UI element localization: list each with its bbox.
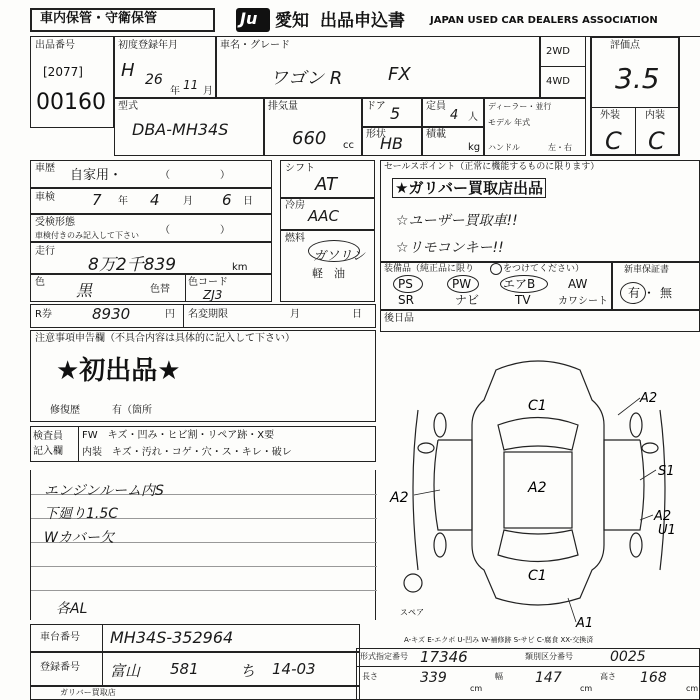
right-side — [660, 410, 665, 570]
category-label: 類別区分番号 — [525, 652, 573, 661]
usage-label: 車歴 — [35, 163, 55, 174]
model-label: 型式 — [118, 101, 138, 112]
accept-paren: （ ） — [160, 225, 230, 236]
recycle-amount: 8930 — [92, 305, 131, 323]
fuel-value: ガソリン — [313, 249, 366, 264]
shape-value: HB — [380, 134, 404, 153]
dmg-a1: A1 — [576, 616, 594, 630]
storage-label: 車内保管・守衛保管 — [40, 11, 158, 26]
drive-4wd: 4WD — [546, 76, 570, 87]
accept-label: 受検形態 — [35, 217, 75, 228]
handle-label: ハンドル — [488, 143, 520, 152]
mileage-value: 8万2千839 — [88, 255, 177, 275]
inspector-label-1: 検査員 — [33, 431, 63, 442]
first-reg-label: 初度登録年月 — [118, 40, 178, 51]
reg-year-unit: 年 — [170, 86, 180, 97]
mileage-unit: km — [232, 262, 248, 273]
equip-pw-circle — [447, 275, 479, 293]
handle-options: 左・右 — [548, 143, 572, 152]
equip-pw: PW — [452, 277, 472, 291]
ptr-s1 — [640, 470, 656, 480]
color-code-label: 色コード — [188, 277, 228, 288]
inspection-month-unit: 月 — [183, 196, 193, 207]
vehicle-name: ワゴン R — [270, 68, 343, 89]
left-mirror — [418, 443, 434, 453]
exterior-label: 外装 — [600, 110, 620, 121]
dmg-c1-top: C1 — [528, 398, 547, 414]
after-sale-label: 後日品 — [384, 313, 414, 324]
chassis-value: MH34S-352964 — [110, 628, 234, 647]
usage-value: 自家用・ — [70, 168, 123, 183]
length-label: 長さ — [362, 672, 378, 681]
width-unit: cm — [580, 684, 593, 693]
plate-class: 581 — [170, 660, 199, 678]
form-title: 出品申込書 — [320, 11, 405, 31]
mileage-label: 走行 — [35, 246, 55, 257]
equip-ps: PS — [398, 277, 413, 291]
recycle-yen: 円 — [165, 309, 175, 320]
dmg-a2-topright: A2 — [640, 391, 658, 406]
org-name: 愛知 — [275, 11, 309, 31]
length-value: 339 — [420, 670, 447, 686]
reg-month-unit: 月 — [203, 86, 213, 97]
left-side — [413, 410, 418, 570]
reg-month: 11 — [183, 78, 199, 92]
selling-point-3: ☆リモコンキー!! — [396, 240, 504, 256]
interior-grade: C — [648, 127, 665, 155]
type-value: 17346 — [420, 648, 468, 666]
equip-tv: TV — [515, 293, 531, 307]
capacity-unit: 人 — [468, 112, 478, 123]
inspection-day-unit: 日 — [243, 196, 253, 207]
color-value: 黒 — [76, 281, 93, 300]
type-label: 形式指定番号 — [360, 652, 408, 661]
width-label: 幅 — [495, 672, 503, 681]
inspector-fw-row: FW キズ・凹み・ヒビ割・リペア跡・X要 — [82, 430, 275, 441]
grade-score: 3.5 — [615, 62, 660, 95]
inspection-label: 車検 — [35, 192, 55, 203]
repair-value: 有（箇所 — [112, 405, 152, 416]
usage-paren: （ ） — [160, 170, 230, 181]
ac-value: AAC — [308, 207, 339, 225]
fuel-circle — [308, 240, 360, 262]
equip-sr: SR — [398, 293, 414, 307]
ptr-a2-left — [414, 490, 440, 495]
equip-aw: AW — [568, 277, 588, 291]
right-rear-wheel — [630, 533, 642, 557]
left-doors — [434, 440, 472, 530]
grade-label: 評価点 — [610, 40, 640, 51]
inspection-year: 7 — [92, 191, 102, 209]
inspector-note-1: エンジンルーム内S — [44, 483, 164, 499]
chassis-label: 車台番号 — [40, 632, 80, 643]
shift-label: シフト — [285, 163, 315, 174]
right-mirror — [642, 443, 658, 453]
right-front-wheel — [630, 413, 642, 437]
fuel-alt: 軽 油 — [312, 267, 345, 280]
load-label: 積載 — [426, 129, 446, 140]
selling-points-label: セールスポイント（正常に機能するものに限ります） — [384, 162, 600, 172]
warranty-dot: ・ — [643, 286, 656, 300]
vehicle-grade: FX — [388, 64, 411, 85]
association-name: JAPAN USED CAR DEALERS ASSOCIATION — [430, 15, 658, 26]
vehicle-name-label: 車名・グレード — [220, 40, 290, 51]
ptr-a2-topright — [618, 398, 640, 415]
windshield — [498, 418, 578, 451]
equip-ps-circle — [393, 275, 423, 293]
name-change-label: 名変期限 — [188, 309, 228, 320]
recycle-label: R券 — [35, 309, 52, 320]
inspection-year-unit: 年 — [118, 196, 128, 207]
height-label: 高さ — [600, 672, 616, 681]
length-unit: cm — [470, 684, 483, 693]
warranty-label: 新車保証書 — [624, 265, 670, 275]
accept-note: 車検付きのみ記入して下さい — [35, 231, 139, 240]
color-code: ZJ3 — [203, 288, 223, 302]
plate-label: 登録番号 — [40, 662, 80, 673]
shape-label: 形状 — [366, 129, 386, 140]
equipment-circle-mark — [490, 263, 502, 275]
lot-label: 出品番号 — [35, 40, 75, 51]
shift-value: AT — [315, 174, 337, 195]
after-sale-box — [380, 310, 700, 332]
name-change-month: 月 — [290, 309, 300, 320]
inspection-day: 6 — [222, 191, 232, 209]
height-value: 168 — [640, 670, 667, 686]
lot-number: 00160 — [36, 90, 106, 115]
warranty-no: 無 — [660, 286, 673, 300]
interior-label: 内装 — [645, 110, 665, 121]
cc-unit: cc — [343, 140, 354, 151]
height-unit: cm — [686, 684, 699, 693]
name-change-day: 日 — [352, 309, 362, 320]
dmg-a2-right: A2 — [654, 509, 672, 524]
equipment-label: 装備品（純正品に限り — [384, 264, 475, 274]
drive-2wd: 2WD — [546, 46, 570, 57]
color-replace-label: 色替 — [150, 284, 170, 295]
displacement-label: 排気量 — [268, 101, 298, 112]
inspector-note-4: 各AL — [56, 601, 88, 617]
lot-bracket: [2077] — [43, 65, 83, 79]
inspector-int-row: 内装 キズ・汚れ・コゲ・穴・ス・キレ・破レ — [82, 447, 292, 458]
reg-era: H — [121, 60, 135, 81]
logo-text: Ju — [240, 9, 258, 28]
plate-kana: ち — [240, 662, 256, 680]
first-listing: ★初出品★ — [56, 356, 181, 386]
category-value: 0025 — [610, 649, 646, 665]
fuel-label: 燃料 — [285, 233, 305, 244]
damage-legend: A-キズ E-エクボ U-凹み W-補修跡 S-サビ C-腐食 XX-交換済 — [404, 636, 594, 644]
plate-region: 富山 — [110, 662, 141, 680]
color-label: 色 — [35, 277, 45, 288]
spare-tire — [404, 574, 422, 592]
footer-shop: ガリバー買取店 — [60, 688, 116, 697]
equip-airbag: エアB — [503, 277, 536, 291]
exterior-grade: C — [605, 127, 622, 155]
plate-number: 14-03 — [272, 660, 316, 678]
displacement-value: 660 — [292, 128, 327, 149]
dmg-s1: S1 — [658, 464, 675, 479]
left-front-wheel — [434, 413, 446, 437]
model-year-label: モデル 年式 — [488, 118, 531, 127]
capacity-value: 4 — [450, 108, 459, 123]
equip-airbag-circle — [500, 275, 548, 293]
dmg-a2-center: A2 — [528, 480, 547, 496]
warranty-yes: 有 — [628, 286, 641, 300]
inspector-note-3: Wカバー欠 — [44, 530, 114, 546]
rear-window — [498, 530, 578, 562]
warranty-circle — [620, 282, 646, 304]
storage-banner — [30, 8, 215, 32]
repair-label: 修復歴 — [50, 405, 80, 416]
selling-point-1: ★ガリバー買取店出品 — [392, 178, 546, 198]
car-diagram — [378, 330, 700, 630]
spare-label: スペア — [400, 608, 424, 617]
kg-unit: kg — [468, 142, 481, 153]
doors-value: 5 — [390, 104, 401, 123]
inspection-month: 4 — [150, 191, 160, 209]
inspector-note-2: 下廻り1.5C — [44, 506, 119, 522]
equip-leather: カワシート — [558, 296, 608, 307]
reg-year: 26 — [145, 72, 163, 88]
width-value: 147 — [535, 670, 562, 686]
notes-label: 注意事項申告欄（不具合内容は具体的に記入して下さい） — [35, 333, 295, 344]
right-doors — [604, 440, 644, 530]
ac-label: 冷房 — [285, 200, 305, 211]
dmg-u1: U1 — [658, 523, 676, 538]
left-rear-wheel — [434, 533, 446, 557]
selling-point-2: ☆ユーザー買取車!! — [396, 213, 518, 229]
ptr-a1 — [568, 598, 576, 622]
dmg-a2-left: A2 — [390, 490, 409, 506]
equip-navi: ナビ — [455, 293, 480, 307]
model-value: DBA-MH34S — [132, 120, 229, 139]
dmg-c1-bottom: C1 — [528, 568, 547, 584]
dealer-label: ディーラー・並行 — [488, 102, 552, 111]
inspector-label-2: 記入欄 — [33, 446, 63, 457]
doors-label: ドア — [366, 101, 386, 112]
equipment-label-tail: をつけてください） — [503, 264, 585, 274]
usage-box — [30, 160, 272, 188]
capacity-label: 定員 — [426, 101, 446, 112]
